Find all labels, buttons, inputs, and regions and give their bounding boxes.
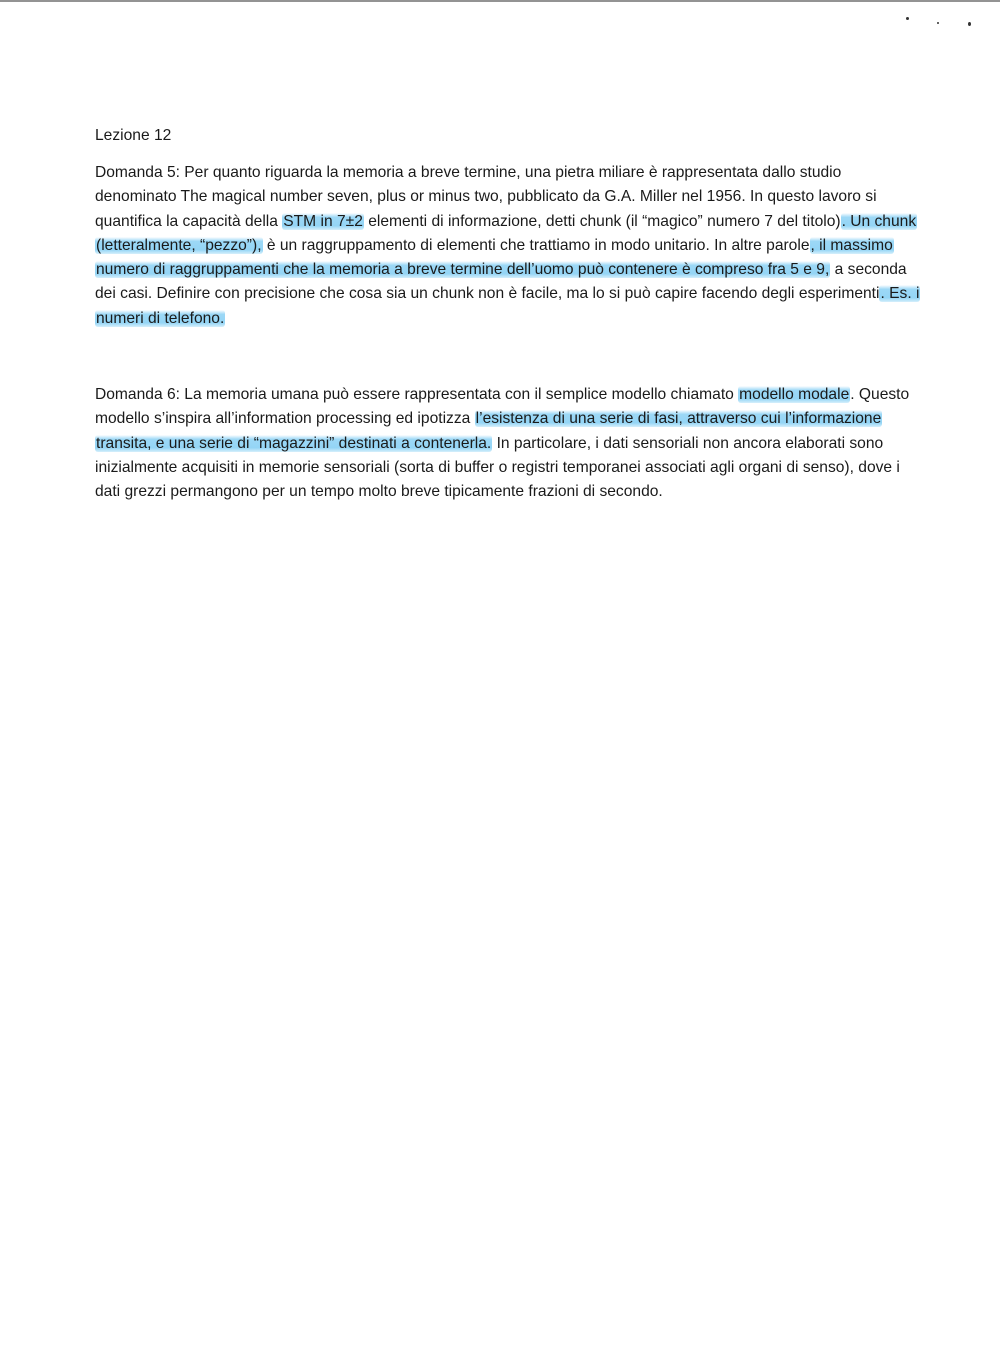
scan-speck	[906, 17, 909, 20]
scan-speck	[937, 22, 939, 24]
q5-highlight: . Un chunk (letteralmente, “pezzo”),	[96, 212, 917, 254]
q6-text: . Questo modello s’inspira all’information processing ed ipotizza	[95, 386, 910, 428]
q5-text: elementi di informazione, detti chunk (il “magico” numero 7 del titolo)	[363, 212, 841, 230]
q5-text: a seconda dei casi. Definire con precisione che cosa sia un chunk non è facile, ma lo si può capire facendo degli esperimenti	[95, 261, 907, 303]
q5-highlight: STM in 7±2	[283, 212, 363, 230]
scan-edge-line	[0, 0, 1000, 2]
q6-text: Domanda 6: La memoria umana può essere rappresentata con il semplice modello chiamato	[95, 386, 739, 403]
q5-highlight: , il massimo numero di raggruppamenti che la memoria a breve termine dell’uomo può contenere è compreso fra 5 e 9,	[96, 236, 893, 279]
q6-highlight: modello modale	[739, 386, 850, 403]
q6-text: In particolare, i dati sensoriali non ancora elaborati sono inizialmente acquisiti in memorie sensoriali (sorta di buffer o registri temporanei associati agli organi di senso), dove i dati grezzi permangono per un tempo molto breve tipicamente frazioni di secondo.	[95, 434, 900, 501]
q5-text: è un raggruppamento di elementi che trattiamo in modo unitario. In altre parole	[262, 236, 810, 254]
q5-highlight: . Es. i numeri di telefono.	[96, 285, 920, 327]
q5-text: Domanda 5: Per quanto riguarda la memoria a breve termine, una pietra miliare è rappresentata dallo studio denominato The magical number seven, plus or minus two, pubblicato da G.A. Miller nel 1956. In questo lavoro si quantifica la capacità della	[95, 164, 877, 230]
question-6-paragraph	[95, 383, 925, 504]
question-5-paragraph	[95, 161, 925, 331]
scan-speck	[968, 22, 971, 26]
q6-highlight: l’esistenza di una serie di fasi, attraverso cui l’informazione transita, e una serie di “magazzini” destinati a contenerla.	[96, 410, 882, 452]
lesson-title: Lezione 12	[95, 127, 172, 144]
